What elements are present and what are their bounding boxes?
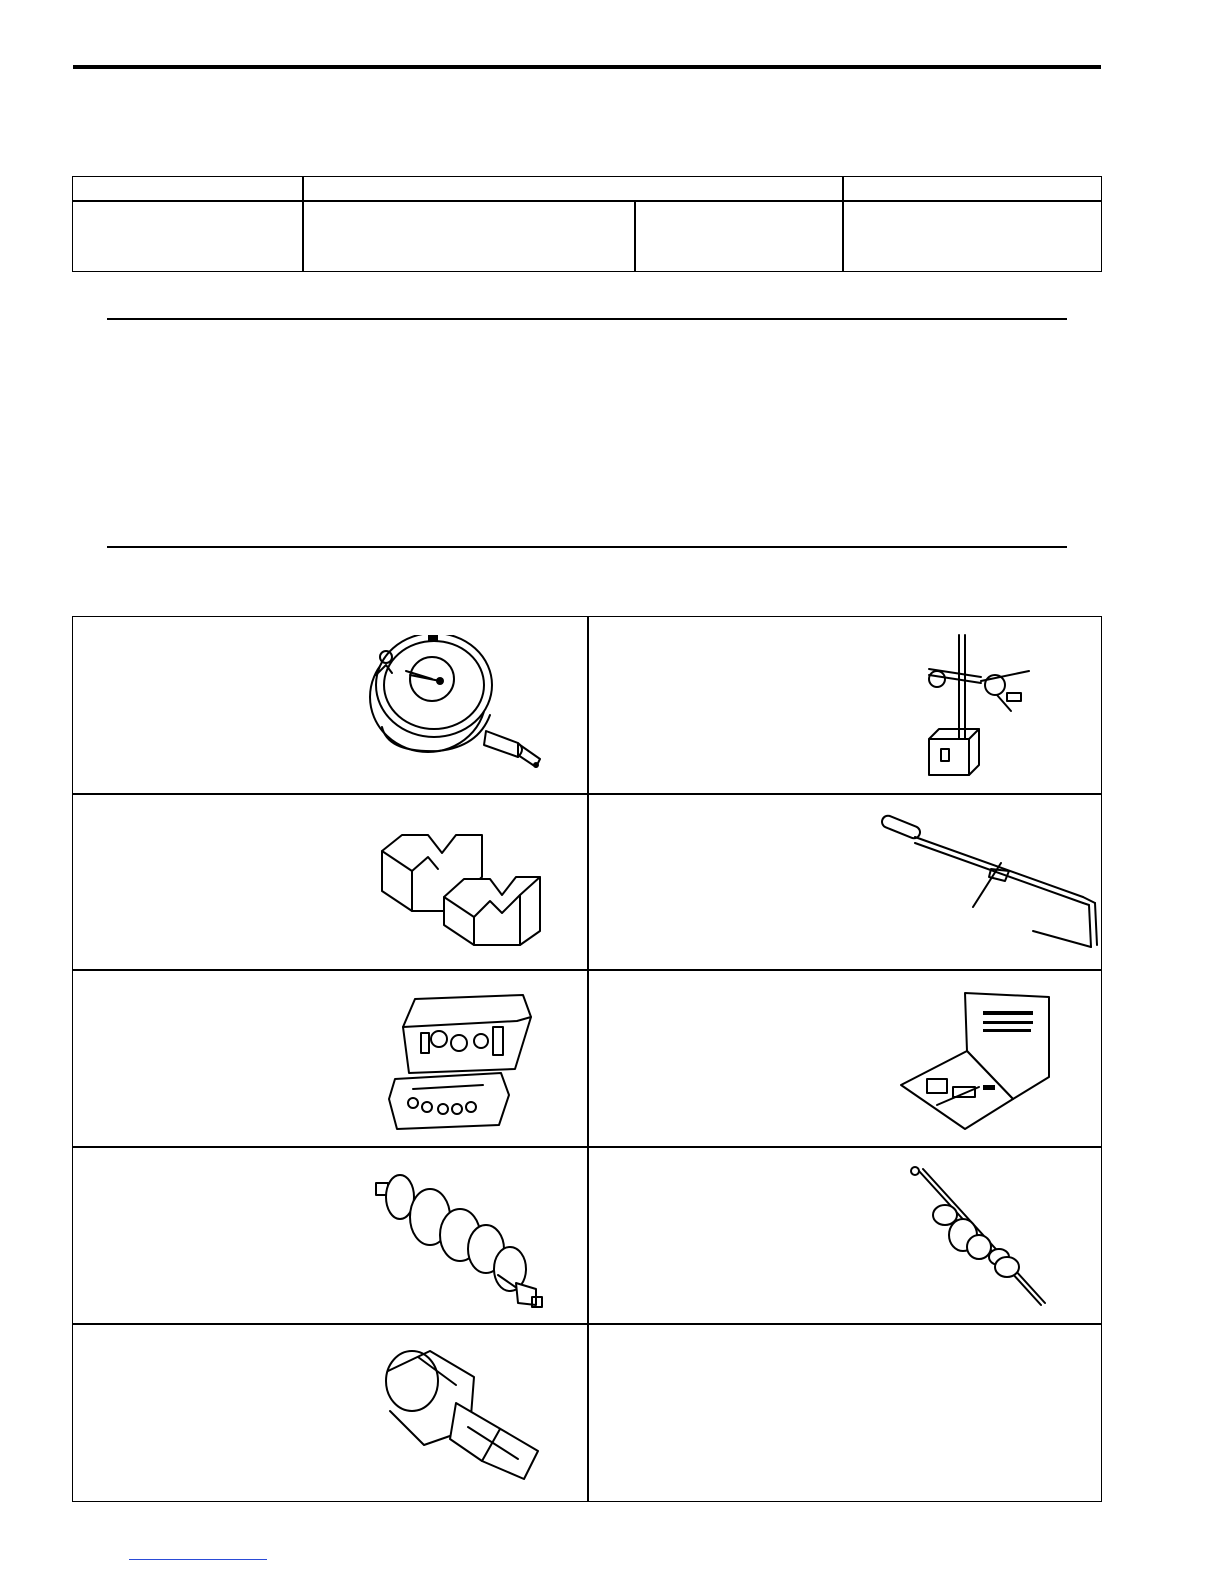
spec-table-header-divider [73,200,1101,202]
bearing-installer-shaft-icon [368,1165,558,1325]
dial-gauge-icon [368,635,558,781]
spec-table [72,176,1102,272]
bearing-remover-set-icon [893,987,1063,1137]
header-rule [73,65,1101,69]
spec-table-col-divider [302,177,304,271]
tools-col-divider [587,617,589,1501]
bearing-installer-set-icon [383,987,543,1137]
hex-socket-icon [378,1341,548,1491]
note-top-rule [107,318,1067,320]
tools-row-divider [73,1323,1101,1325]
magnetic-stand-icon [911,631,1041,781]
tools-row-divider [73,793,1101,795]
spec-table-subcol-divider [634,200,636,271]
note-bottom-rule [107,546,1067,548]
gauge-rod-icon [873,807,1103,957]
v-block-icon [378,813,548,953]
special-tools-table [72,616,1102,1502]
bearing-remover-shaft-icon [901,1165,1051,1315]
footer-link[interactable] [129,1559,267,1560]
spec-table-col-divider [842,177,844,271]
tools-row-divider [73,1146,1101,1148]
tools-row-divider [73,969,1101,971]
